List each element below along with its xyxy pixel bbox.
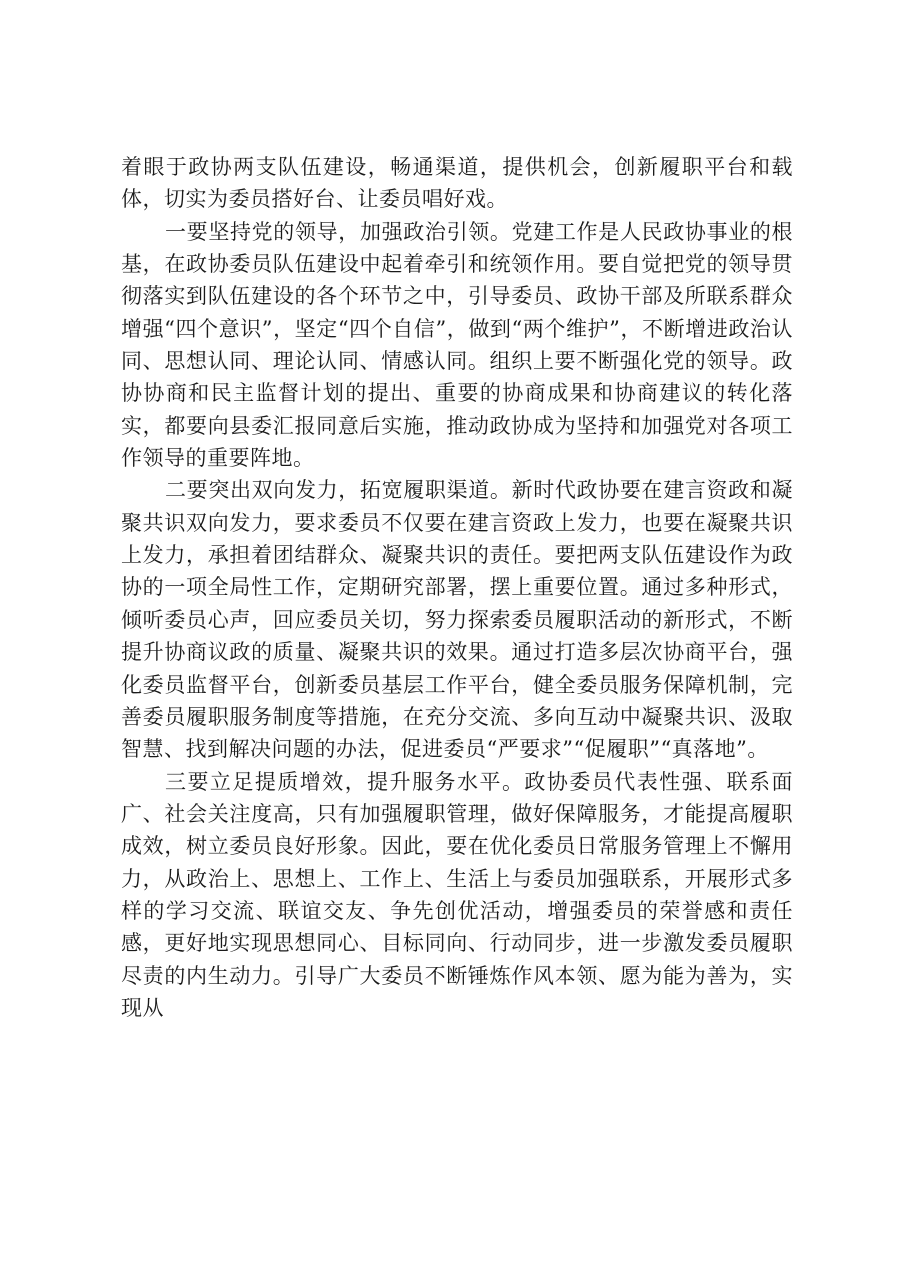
paragraph-party-leadership: 一要坚持党的领导，加强政治引领。党建工作是人民政协事业的根基，在政协委员队伍建设中起着牵引和统领作用。要自觉把党的领导贯彻落实到队伍建设的各个环节之中，引导委员、政协干部及所联系群众增强“四个意识”，坚定“四个自信”，做到“两个维护”，不断增进政治认同、思想认同、理论认同、情感认同。组织上要不断强化党的领导。政协协商和民主监督计划的提出、重要的协商成果和协商建议的转化落实，都要向县委汇报同意后实施，推动政协成为坚持和加强党对各项工作领导的重要阵地。 — [121, 219, 793, 471]
paragraph-dual-force: 二要突出双向发力，拓宽履职渠道。新时代政协要在建言资政和凝聚共识双向发力，要求委员不仅要在建言资政上发力，也要在凝聚共识上发力，承担着团结群众、凝聚共识的责任。要把两支队伍建设作为政协的一项全局性工作，定期研究部署，摆上重要位置。通过多种形式，倾听委员心声，回应委员关切，努力探索委员履职活动的新形式，不断提升协商议政的质量、凝聚共识的效果。通过打造多层次协商平台，强化委员监督平台，创新委员基层工作平台，健全委员服务保障机制，完善委员履职服务制度等措施，在充分交流、多向互动中凝聚共识、汲取智慧、找到解决问题的办法，促进委员“严要求”“促履职”“真落地”。 — [121, 478, 793, 762]
document-page — [121, 151, 793, 1024]
paragraph-continuation: 着眼于政协两支队伍建设，畅通渠道，提供机会，创新履职平台和载体，切实为委员搭好台、让委员唱好戏。 — [121, 155, 793, 212]
paragraph-service-quality: 三要立足提质增效，提升服务水平。政协委员代表性强、联系面广、社会关注度高，只有加强履职管理，做好保障服务，才能提高履职成效，树立委员良好形象。因此，要在优化委员日常服务管理上不懈用力，从政治上、思想上、工作上、生活上与委员加强联系，开展形式多样的学习交流、联谊交友、争先创优活动，增强委员的荣誉感和责任感，更好地实现思想同心、目标同向、行动同步，进一步激发委员履职尽责的内生动力。引导广大委员不断锤炼作风本领、愿为能为善为，实现从 — [121, 769, 793, 1020]
